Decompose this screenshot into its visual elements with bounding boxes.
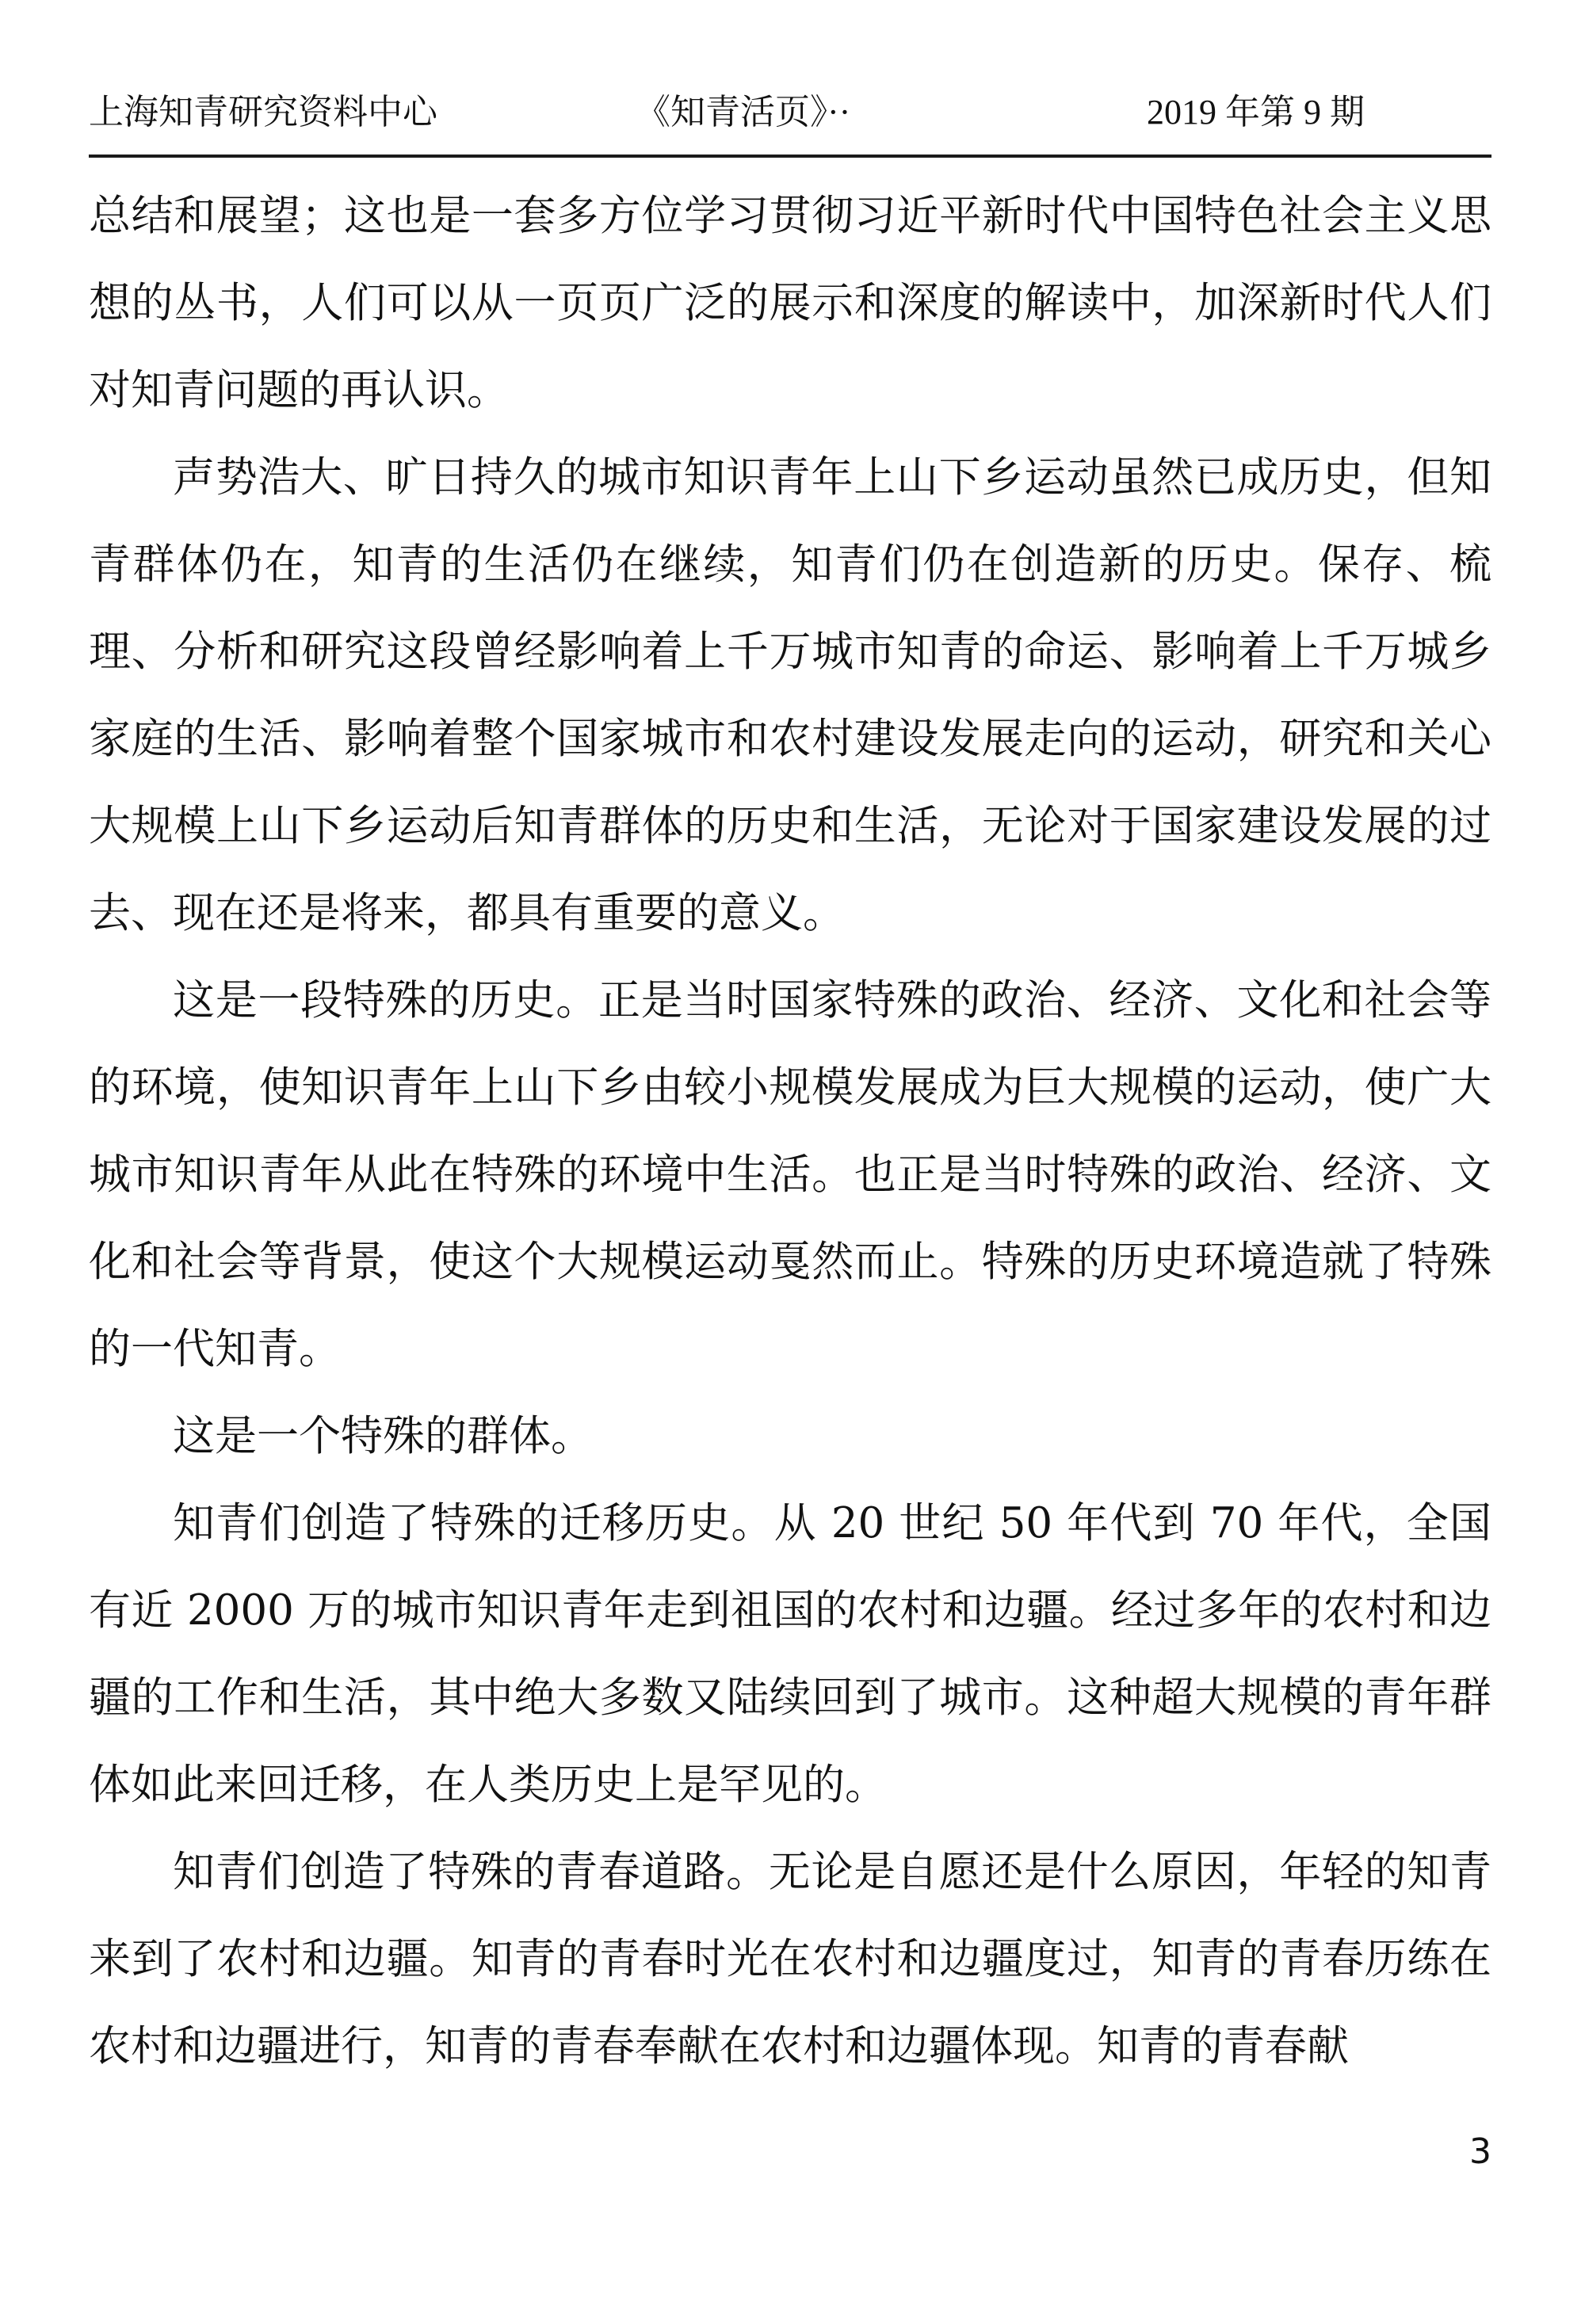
header-rule bbox=[89, 155, 1491, 158]
page-header bbox=[89, 75, 1491, 139]
paragraph: 总结和展望；这也是一套多方位学习贯彻习近平新时代中国特色社会主义思想的丛书，人们可以从一页页广泛的展示和深度的解读中，加深新时代人们对知青问题的再认识。 bbox=[89, 192, 1491, 414]
article-body bbox=[89, 173, 1491, 2090]
header-issue: 2019 年第 9 期 bbox=[1147, 93, 1365, 132]
paragraph: 这是一段特殊的历史。正是当时国家特殊的政治、经济、文化和社会等的环境，使知识青年上山下乡由较小规模发展成为巨大规模的运动，使广大城市知识青年从此在特殊的环境中生活。也正是当时特殊的政治、经济、文化和社会等背景，使这个大规模运动戛然而止。特殊的历史环境造就了特殊的一代知青。 bbox=[89, 976, 1491, 1373]
header-publisher: 上海知青研究资料中心 bbox=[89, 93, 437, 132]
header-publication-title: 《知青活页》·· bbox=[636, 93, 851, 132]
paragraph: 声势浩大、旷日持久的城市知识青年上山下乡运动虽然已成历史，但知青群体仍在，知青的生活仍在继续，知青们仍在创造新的历史。保存、梳理、分析和研究这段曾经影响着上千万城市知青的命运、影响着上千万城乡家庭的生活、影响着整个国家城市和农村建设发展走向的运动，研究和关心大规模上山下乡运动后知青群体的历史和生活，无论对于国家建设发展的过去、现在还是将来，都具有重要的意义。 bbox=[89, 453, 1491, 937]
paragraph: 知青们创造了特殊的迁移历史。从 20 世纪 50 年代到 70 年代，全国有近 2000 万的城市知识青年走到祖国的农村和边疆。经过多年的农村和边疆的工作和生活，其中绝大多数又陆续回到了城市。这种超大规模的青年群体如此来回迁移，在人类历史上是罕见的。 bbox=[89, 1499, 1491, 1809]
paragraph: 这是一个特殊的群体。 bbox=[173, 1412, 593, 1460]
paragraph: 知青们创造了特殊的青春道路。无论是自愿还是什么原因，年轻的知青来到了农村和边疆。知青的青春时光在农村和边疆度过，知青的青春历练在农村和边疆进行，知青的青春奉献在农村和边疆体现。知青的青春献 bbox=[89, 1848, 1491, 2070]
page-number: 3 bbox=[1469, 2131, 1491, 2172]
